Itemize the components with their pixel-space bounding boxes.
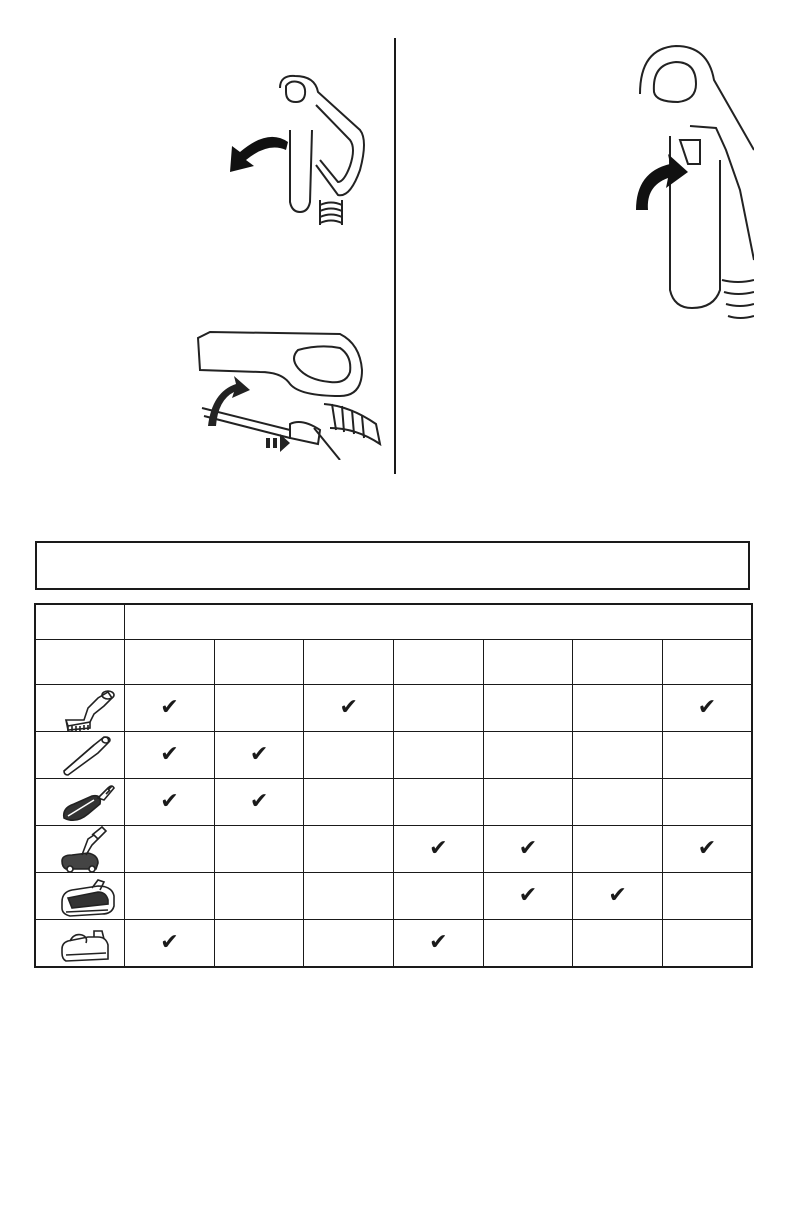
surface-column-header <box>573 640 663 685</box>
surface-cell <box>394 826 484 873</box>
pet-turbo-tool-icon <box>58 825 118 873</box>
surface-cell <box>214 779 304 826</box>
surface-cell <box>662 732 752 779</box>
surface-cell <box>662 920 752 968</box>
surface-cell <box>662 873 752 920</box>
checkmark-icon: ✔ <box>518 883 538 908</box>
surface-cell <box>662 779 752 826</box>
tool-chart-title-box <box>35 541 750 590</box>
surface-cell <box>304 826 394 873</box>
upholstery-brush-icon <box>58 778 118 826</box>
surface-column-header <box>125 640 215 685</box>
surface-cell <box>394 732 484 779</box>
tool-cell <box>35 873 125 920</box>
tool-cell <box>35 685 125 732</box>
tool-cell <box>35 732 125 779</box>
surface-cell <box>483 826 573 873</box>
surface-cell <box>125 779 215 826</box>
checkmark-icon: ✔ <box>429 836 448 861</box>
surface-cell <box>573 873 663 920</box>
checkmark-icon: ✔ <box>518 836 538 861</box>
crevice-tool-icon <box>58 731 118 779</box>
checkmark-icon: ✔ <box>608 883 627 908</box>
checkmark-icon: ✔ <box>160 789 179 814</box>
header-tool-cell <box>35 604 125 640</box>
surface-column-header <box>394 640 484 685</box>
surface-column-header <box>483 640 573 685</box>
surface-column-header <box>662 640 752 685</box>
table-row <box>35 685 752 732</box>
surface-cell <box>214 732 304 779</box>
surface-cell <box>125 732 215 779</box>
surface-cell <box>304 920 394 968</box>
surface-column-header <box>304 640 394 685</box>
checkmark-icon: ✔ <box>429 930 448 955</box>
tool-cell <box>35 920 125 968</box>
subheader-tool-cell <box>35 640 125 685</box>
powerhead-icon <box>58 872 118 920</box>
surface-cell <box>125 685 215 732</box>
surface-cell <box>573 779 663 826</box>
surface-cell <box>214 826 304 873</box>
surface-cell <box>394 873 484 920</box>
surface-cell <box>125 873 215 920</box>
checkmark-icon: ✔ <box>697 836 717 861</box>
surface-cell <box>304 873 394 920</box>
checkmark-icon: ✔ <box>249 742 269 767</box>
handle-lock-illustration <box>630 40 754 330</box>
table-subheader-row <box>35 640 752 685</box>
surface-column-header <box>214 640 304 685</box>
surface-cell <box>483 920 573 968</box>
tool-cell <box>35 826 125 873</box>
hard-floor-tool-icon <box>58 919 118 967</box>
column-divider <box>394 38 396 474</box>
surface-cell <box>214 920 304 968</box>
checkmark-icon: ✔ <box>339 695 358 720</box>
checkmark-icon: ✔ <box>249 789 269 814</box>
header-surface-cell <box>125 604 752 640</box>
table-row <box>35 920 752 968</box>
surface-cell <box>573 685 663 732</box>
surface-cell <box>394 779 484 826</box>
surface-cell <box>662 685 752 732</box>
table-header-row <box>35 604 752 640</box>
surface-cell <box>483 873 573 920</box>
surface-cell <box>304 779 394 826</box>
table-row <box>35 826 752 873</box>
handle-release-illustration <box>220 70 370 230</box>
surface-cell <box>125 920 215 968</box>
surface-cell <box>483 685 573 732</box>
surface-cell <box>394 685 484 732</box>
table-row <box>35 779 752 826</box>
dusting-brush-icon <box>58 684 118 732</box>
surface-cell <box>483 779 573 826</box>
wand-storage-illustration <box>190 320 390 460</box>
surface-cell <box>304 685 394 732</box>
surface-cell <box>662 826 752 873</box>
surface-cell <box>214 685 304 732</box>
attachment-usage-table <box>34 603 753 968</box>
table-row <box>35 732 752 779</box>
checkmark-icon: ✔ <box>697 695 717 720</box>
tool-cell <box>35 779 125 826</box>
surface-cell <box>573 826 663 873</box>
surface-cell <box>483 732 573 779</box>
checkmark-icon: ✔ <box>160 742 179 767</box>
checkmark-icon: ✔ <box>160 695 179 720</box>
surface-cell <box>125 826 215 873</box>
surface-cell <box>304 732 394 779</box>
table-row <box>35 873 752 920</box>
surface-cell <box>214 873 304 920</box>
surface-cell <box>394 920 484 968</box>
surface-cell <box>573 920 663 968</box>
surface-cell <box>573 732 663 779</box>
checkmark-icon: ✔ <box>160 930 179 955</box>
